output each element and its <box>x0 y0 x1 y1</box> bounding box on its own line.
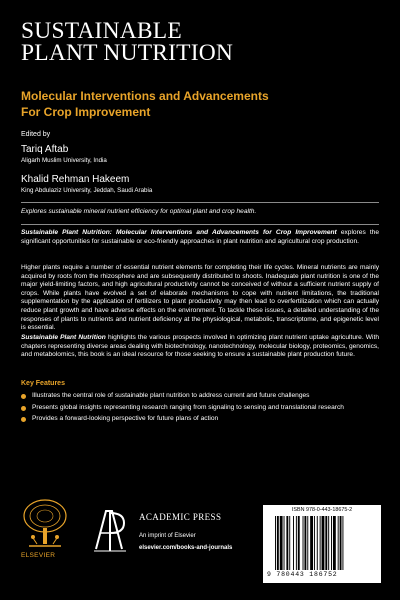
bullet-icon <box>21 394 26 399</box>
barcode-bar <box>293 516 294 570</box>
book-subtitle <box>21 89 381 120</box>
barcode-bar <box>320 516 321 570</box>
para1-book-title: Sustainable Plant Nutrition: Molecular Interventions and Advancements for Crop Improvement <box>21 229 337 236</box>
title-line-1: SUSTAINABLE <box>21 18 182 44</box>
barcode-bar <box>342 516 343 570</box>
barcode-bar <box>277 516 279 570</box>
barcode-bar <box>280 516 283 570</box>
edited-by-label: Edited by <box>21 131 51 138</box>
academic-press-name: ACADEMIC PRESS <box>139 512 222 522</box>
key-feature-item <box>21 404 379 413</box>
key-feature-item <box>21 415 379 424</box>
tagline: Explores sustainable mineral nutrient efficiency for optimal plant and crop health. <box>21 208 257 215</box>
editor-2-affiliation: King Abdulaziz University, Jeddah, Saudi Arabia <box>21 187 153 194</box>
key-feature-text: Illustrates the central role of sustainable plant nutrition to address current and future challenges <box>32 392 310 399</box>
barcode-bar <box>314 516 315 570</box>
barcode-digits: 9 780443 186752 <box>267 571 338 578</box>
barcode-bar <box>317 516 318 570</box>
elsevier-tree-logo <box>21 498 69 550</box>
editor-1-name: Tariq Aftab <box>21 144 69 155</box>
barcode-bar <box>338 516 339 570</box>
barcode-bar <box>322 516 325 570</box>
barcode-bar <box>296 516 297 570</box>
description-paragraph-1 <box>21 229 379 246</box>
para1-text: explores the significant opportunities for sustainable or eco-friendly approaches in plant nutrition and agricultural crop production. <box>21 229 379 245</box>
barcode-bar <box>289 516 290 570</box>
academic-press-logo <box>90 505 130 553</box>
barcode-bar <box>325 516 327 570</box>
barcode-bar <box>310 516 313 570</box>
publisher-url: elsevier.com/books-and-journals <box>139 545 233 551</box>
bullet-icon <box>21 417 26 422</box>
barcode-bar <box>328 516 329 570</box>
barcode-bar <box>286 516 288 570</box>
book-title <box>21 20 381 64</box>
barcode-bar <box>303 516 304 570</box>
description-paragraph-3 <box>21 334 379 360</box>
divider-bottom <box>21 224 379 225</box>
barcode-bar <box>298 516 300 570</box>
isbn-barcode-box <box>263 505 381 583</box>
barcode-bar <box>333 516 336 570</box>
key-feature-item <box>21 392 379 401</box>
barcode-bar <box>275 516 276 570</box>
barcode-bar <box>284 516 285 570</box>
imprint-text: An imprint of Elsevier <box>139 533 196 539</box>
barcode-icon <box>273 516 373 570</box>
barcode-bar <box>340 516 342 570</box>
key-feature-text: Presents global insights representing research ranging from signaling to sensing and translational research <box>32 403 344 411</box>
barcode-bar <box>331 516 332 570</box>
barcode-bar <box>304 516 306 570</box>
editor-2-name: Khalid Rehman Hakeem <box>21 174 130 185</box>
para3-text: highlights the various prospects involved in optimizing plant nutrient uptake agriculture. With chapters representing diverse areas dealing with biotechnology, nanotechnology, molecular biology, proteomics, genomics, and metabolomics, this book is an ideal resource for those seeking to ensure a sustainable plant production future. <box>21 334 379 359</box>
para3-book-title: Sustainable Plant Nutrition <box>21 334 106 341</box>
isbn-number: ISBN 978-0-443-18675-2 <box>291 507 353 513</box>
subtitle-line-1: Molecular Interventions and Advancements <box>21 89 269 103</box>
key-features-list <box>21 392 379 427</box>
key-feature-text: Provides a forward-looking perspective for future plans of action <box>32 415 219 423</box>
elsevier-label: ELSEVIER <box>21 552 56 559</box>
editor-1-affiliation: Aligarh Muslim University, India <box>21 157 107 164</box>
description-paragraph-2: Higher plants require a number of essential nutrient elements for completing their life cycles. Mineral nutrients are mainly acquired by roots from the rhizosphere and are subsequently distributed to shoots. Inadequate plant nutrition is one of the major yield-limiting factors, and high agricultural productivity cannot be conceived of without a sufficient nutrient supply of crops. While plants have evolved a set of elaborate mechanisms to cope with nutrient limitations, the traditional supplementation by the application of fertilizers to plant productivity may then lead to overfertilization which can actually reduce plant growth and have adverse effects on the environment. To tackle these issues, a detailed understanding of the responses of plants to nutrients and nutrient deficiency at the physiological, metabolic, transcriptome, and epigenetic level is essential. <box>21 264 379 332</box>
barcode-bar <box>307 516 308 570</box>
subtitle-line-2: For Crop Improvement <box>21 104 151 119</box>
key-features-heading: Key Features <box>21 380 65 387</box>
bullet-icon <box>21 406 26 411</box>
title-line-2: PLANT NUTRITION <box>21 40 234 66</box>
divider-top <box>21 202 379 203</box>
